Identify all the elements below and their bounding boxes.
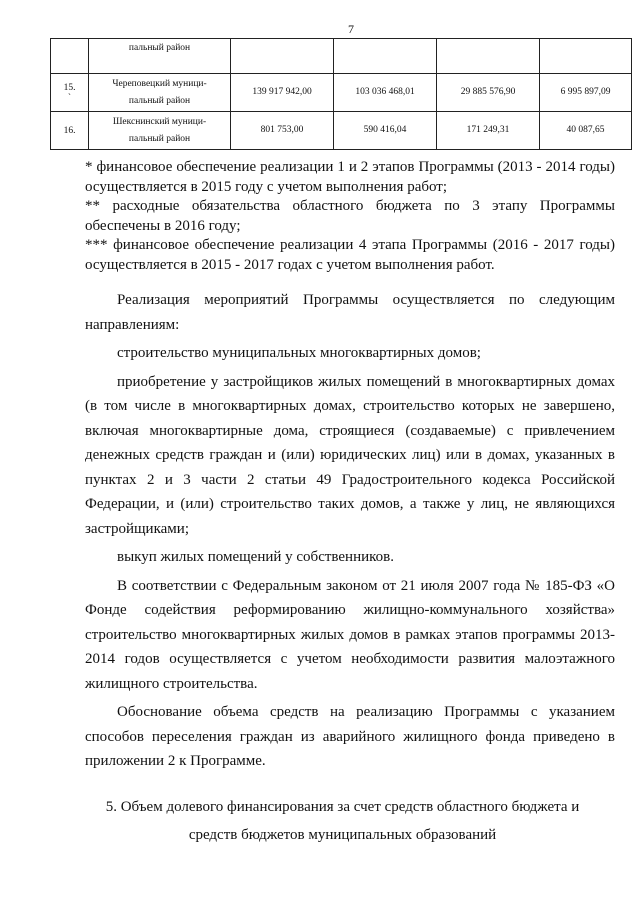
paragraph: приобретение у застройщиков жилых помещений в многоквартирных домах (в том числе в многоквартирных домах, строительство которых не завершено, включая многоквартирные дома, строящиеся (создаваемые) с привлечением денежных средств граждан и (или) юридических лиц) или в домах, указанных в пунктах 2 и 3 части 2 статьи 49 Градостроительного кодекса Российской Федерации, и (или) строительство таких домов, а также у лиц, не являющихся застройщиками; xyxy=(85,373,615,537)
footnote: * финансовое обеспечение реализации 1 и 2 этапов Программы (2013 - 2014 годы) осуществляется в 2015 году с учетом выполнения работ; xyxy=(85,159,615,195)
municipality-name: Шекснинский муници- пальный район xyxy=(89,112,231,150)
paragraph: Реализация мероприятий Программы осуществляется по следующим направлениям: xyxy=(85,292,615,333)
paragraph: выкуп жилых помещений у собственников. xyxy=(117,549,394,565)
footnote: ** расходные обязательства областного бюджета по 3 этапу Программы обеспечены в 2016 году; xyxy=(85,198,615,234)
financing-table xyxy=(50,38,632,150)
municipality-name: Череповецкий муници- пальный район xyxy=(89,74,231,112)
value-cell: 29 885 576,90 xyxy=(437,74,540,112)
municipality-name: пальный район xyxy=(89,39,231,74)
table-row xyxy=(51,112,632,150)
section-heading: 5. Объем долевого финансирования за счет средств областного бюджета и средств бюджетов муниципальных образований xyxy=(105,799,580,843)
value-cell: 103 036 468,01 xyxy=(334,74,437,112)
footnotes xyxy=(85,158,615,275)
footnote: *** финансовое обеспечение реализации 4 этапа Программы (2016 - 2017 годы) осуществляется в 2015 - 2017 годах с учетом выполнения работ. xyxy=(85,237,615,273)
row-index: 16. xyxy=(51,112,89,150)
table-row-continued xyxy=(51,39,632,74)
body-text xyxy=(85,288,615,774)
paragraph: Обоснование объема средств на реализацию Программы с указанием способов переселения граждан из аварийного жилищного фонда приведено в приложении 2 к Программе. xyxy=(85,704,615,769)
value-cell: 40 087,65 xyxy=(540,112,632,150)
value-cell: 6 995 897,09 xyxy=(540,74,632,112)
value-cell: 171 249,31 xyxy=(437,112,540,150)
row-index: 15. ` xyxy=(51,74,89,112)
paragraph: строительство муниципальных многоквартирных домов; xyxy=(117,345,481,361)
paragraph: В соответствии с Федеральным законом от 21 июля 2007 года № 185-ФЗ «О Фонде содействия реформированию жилищно-коммунального хозяйства» строительство многоквартирных жилых домов в рамках этапов программы 2013-2014 годов осуществляется с учетом необходимости развития малоэтажного жилищного строительства. xyxy=(85,577,615,692)
value-cell: 139 917 942,00 xyxy=(231,74,334,112)
table-row xyxy=(51,74,632,112)
page-number: 7 xyxy=(348,22,354,36)
value-cell: 801 753,00 xyxy=(231,112,334,150)
value-cell: 590 416,04 xyxy=(334,112,437,150)
